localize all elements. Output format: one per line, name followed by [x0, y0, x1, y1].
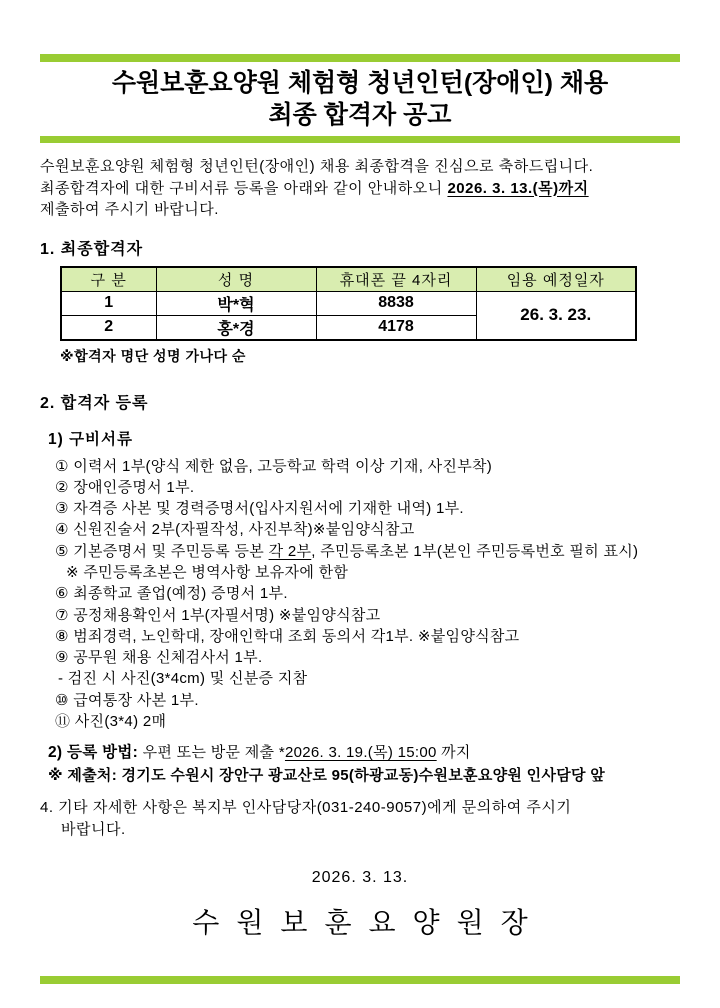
list-item-note: - 검진 시 사진(3*4cm) 및 신분증 지참: [58, 670, 308, 688]
col-header-name: 성 명: [156, 267, 316, 292]
submission-deadline: 2026. 3. 13.(목)까지: [447, 179, 589, 197]
list-item: ⑦ 공정채용확인서 1부(자필서명) ※붙임양식참고: [55, 606, 381, 624]
intro-line-3: 제출하여 주시기 바랍니다.: [40, 201, 219, 218]
intro-paragraph: [40, 156, 680, 221]
final-candidates-table-wrap: [60, 266, 680, 341]
table-note: ※합격자 명단 성명 가나다 순: [60, 347, 246, 364]
list-item: ① 이력서 1부(양식 제한 없음, 고등학교 학력 이상 기재, 사진부착): [55, 457, 493, 475]
list-item: ⑥ 최종학교 졸업(예정) 증명서 1부.: [55, 585, 288, 603]
cell-appointment-date: 26. 3. 23.: [476, 291, 636, 340]
section4-line-2: 바랍니다.: [61, 821, 126, 839]
cell-number: 2: [61, 315, 156, 340]
table-row: [61, 291, 636, 315]
top-green-bar: [40, 54, 680, 62]
required-documents-list: [40, 456, 680, 733]
list-item: [40, 541, 680, 562]
intro-line-2-text: 최종합격자에 대한 구비서류 등록을 아래와 같이 안내하오니: [40, 179, 448, 197]
list-item: ⑧ 범죄경력, 노인학대, 장애인학대 조회 동의서 각1부. ※붙임양식참고: [55, 627, 520, 645]
title-underline-green-bar: [40, 136, 680, 143]
list-item: ② 장애인증명서 1부.: [55, 478, 195, 496]
final-candidates-table: [60, 266, 637, 341]
section1-heading: 1. 최종합격자: [40, 240, 144, 258]
doc5-text-rest: , 주민등록초본 1부(본인 주민등록번호 필히 표시): [311, 542, 639, 560]
submission-address-line: ※ 제출처: 경기도 수원시 장안구 광교산로 95(하광교동)수원보훈요양원 인사담당 앞: [48, 767, 606, 785]
table-header-row: [61, 267, 636, 292]
title-line-2: 최종 합격자 공고: [268, 101, 452, 129]
col-header-category: 구 분: [61, 267, 156, 292]
list-item-note: ※ 주민등록초본은 병역사항 보유자에 한함: [66, 563, 349, 581]
registration-method-text: 우편 또는 방문 제출 *: [138, 744, 285, 762]
cell-number: 1: [61, 291, 156, 315]
doc5-underlined-text: 각 2부: [268, 542, 312, 560]
bottom-green-bar: [40, 976, 680, 984]
list-item: ⑪ 사진(3*4) 2매: [55, 713, 167, 731]
cell-phone: 8838: [316, 291, 476, 315]
section4-paragraph: [40, 797, 680, 841]
col-header-phone: 휴대폰 끝 4자리: [316, 267, 476, 292]
document-title: [40, 67, 680, 131]
doc5-text: ⑤ 기본증명서 및 주민등록 등본: [55, 542, 269, 560]
required-documents-subheading: 1) 구비서류: [48, 430, 133, 448]
col-header-appointment-date: 임용 예정일자: [476, 267, 636, 292]
list-item: ⑨ 공무원 채용 신체검사서 1부.: [55, 649, 263, 667]
list-item: ⑩ 급여통장 사본 1부.: [55, 691, 199, 709]
director-signature: 수원보훈요양원장: [192, 907, 545, 939]
cell-name: 홍*경: [156, 315, 316, 340]
announcement-date: 2026. 3. 13.: [311, 869, 409, 887]
intro-line-2: [40, 178, 680, 200]
registration-method-line: [40, 740, 680, 762]
cell-phone: 4178: [316, 315, 476, 340]
cell-name: 박*혁: [156, 291, 316, 315]
section2-heading: 2. 합격자 등록: [40, 394, 149, 412]
title-line-1: 수원보훈요양원 체험형 청년인턴(장애인) 채용: [111, 69, 609, 97]
intro-line-1: 수원보훈요양원 체험형 청년인턴(장애인) 채용 최종합격을 진심으로 축하드립니다.: [40, 158, 594, 175]
registration-deadline: 2026. 3. 19.(목) 15:00: [284, 744, 437, 762]
list-item: ④ 신원진술서 2부(자필작성, 사진부착)※붙임양식참고: [55, 521, 415, 539]
section4-line-1: 4. 기타 자세한 사항은 복지부 인사담당자(031-240-9057)에게 문의하여 주시기: [40, 799, 572, 817]
registration-method-label: 2) 등록 방법:: [48, 744, 139, 762]
registration-deadline-suffix: 까지: [436, 744, 471, 762]
list-item: ③ 자격증 사본 및 경력증명서(입사지원서에 기재한 내역) 1부.: [55, 500, 464, 518]
